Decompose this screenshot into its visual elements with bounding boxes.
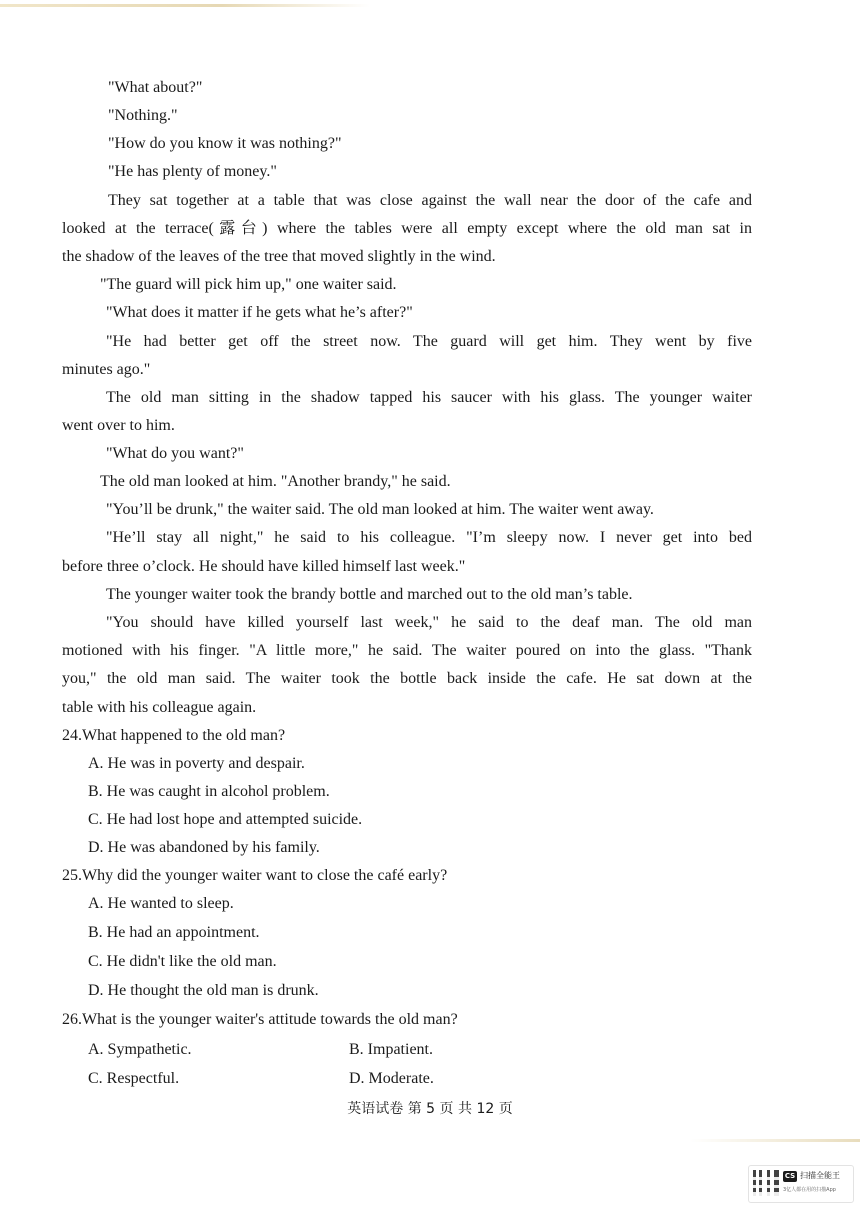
question-24-stem: 24.What happened to the old man? [62, 727, 286, 744]
passage-line: the shadow of the leaves of the tree that moved slightly in the wind. [62, 248, 496, 265]
question-25-stem: 25.Why did the younger waiter want to close the café early? [62, 867, 448, 884]
question-24-option-d: D. He was abandoned by his family. [88, 839, 320, 856]
passage-line: table with his colleague again. [62, 699, 257, 716]
question-25-option-c: C. He didn't like the old man. [88, 953, 277, 970]
passage-line: motioned with his finger. "A little more," he said. The waiter poured on into the glass. "Thank [62, 642, 752, 659]
passage-line: "He has plenty of money." [108, 163, 277, 180]
scanner-watermark [748, 1165, 854, 1203]
passage-line: "You should have killed yourself last week," he said to the deaf man. The old man [106, 614, 752, 631]
passage-line: "You’ll be drunk," the waiter said. The old man looked at him. The waiter went away. [106, 501, 654, 518]
passage-line: The younger waiter took the brandy bottle and marched out to the old man’s table. [106, 586, 633, 603]
scanner-app-subtitle: 3亿人都在用的扫描App [783, 1187, 836, 1193]
passage-line: "He had better get off the street now. The guard will get him. They went by five [106, 333, 752, 350]
cs-logo-icon: CS [784, 1172, 796, 1180]
passage-line: minutes ago." [62, 361, 151, 378]
question-25-option-d: D. He thought the old man is drunk. [88, 982, 319, 999]
top-decorative-rule [0, 4, 370, 7]
question-26-option-c: C. Respectful. [88, 1070, 180, 1087]
question-24-option-c: C. He had lost hope and attempted suicide. [88, 811, 363, 828]
qr-code-icon [753, 1170, 779, 1196]
passage-line: The old man looked at him. "Another brandy," he said. [100, 473, 451, 490]
page-footer: 英语试卷 第 5 页 共 12 页 [347, 1101, 513, 1117]
scanner-app-name: 扫描全能王 [800, 1171, 840, 1180]
bottom-decorative-rule [690, 1139, 860, 1142]
passage-line: looked at the terrace(露台) where the tables were all empty except where the old man sat in [62, 220, 752, 237]
question-24-option-b: B. He was caught in alcohol problem. [88, 783, 330, 800]
question-26-option-d: D. Moderate. [349, 1070, 434, 1087]
passage-line: The old man sitting in the shadow tapped his saucer with his glass. The younger waiter [106, 389, 752, 406]
passage-line: "How do you know it was nothing?" [108, 135, 342, 152]
question-26-option-b: B. Impatient. [349, 1041, 433, 1058]
passage-line: "He’ll stay all night," he said to his colleague. "I’m sleepy now. I never get into bed [106, 529, 752, 546]
question-24-option-a: A. He was in poverty and despair. [88, 755, 305, 772]
passage-line: "What do you want?" [106, 445, 244, 462]
question-26-option-a: A. Sympathetic. [88, 1041, 192, 1058]
passage-line: "What does it matter if he gets what he’s after?" [106, 304, 413, 321]
passage-line: They sat together at a table that was close against the wall near the door of the cafe and [108, 192, 752, 209]
passage-line: you," the old man said. The waiter took the bottle back inside the cafe. He sat down at the [62, 670, 752, 687]
question-25-option-a: A. He wanted to sleep. [88, 895, 234, 912]
passage-line: before three o’clock. He should have killed himself last week." [62, 558, 466, 575]
question-25-option-b: B. He had an appointment. [88, 924, 260, 941]
passage-line: "Nothing." [108, 107, 178, 124]
passage-line: "The guard will pick him up," one waiter said. [100, 276, 397, 293]
question-26-stem: 26.What is the younger waiter's attitude towards the old man? [62, 1011, 458, 1028]
passage-line: went over to him. [62, 417, 175, 434]
passage-line: "What about?" [108, 79, 203, 96]
